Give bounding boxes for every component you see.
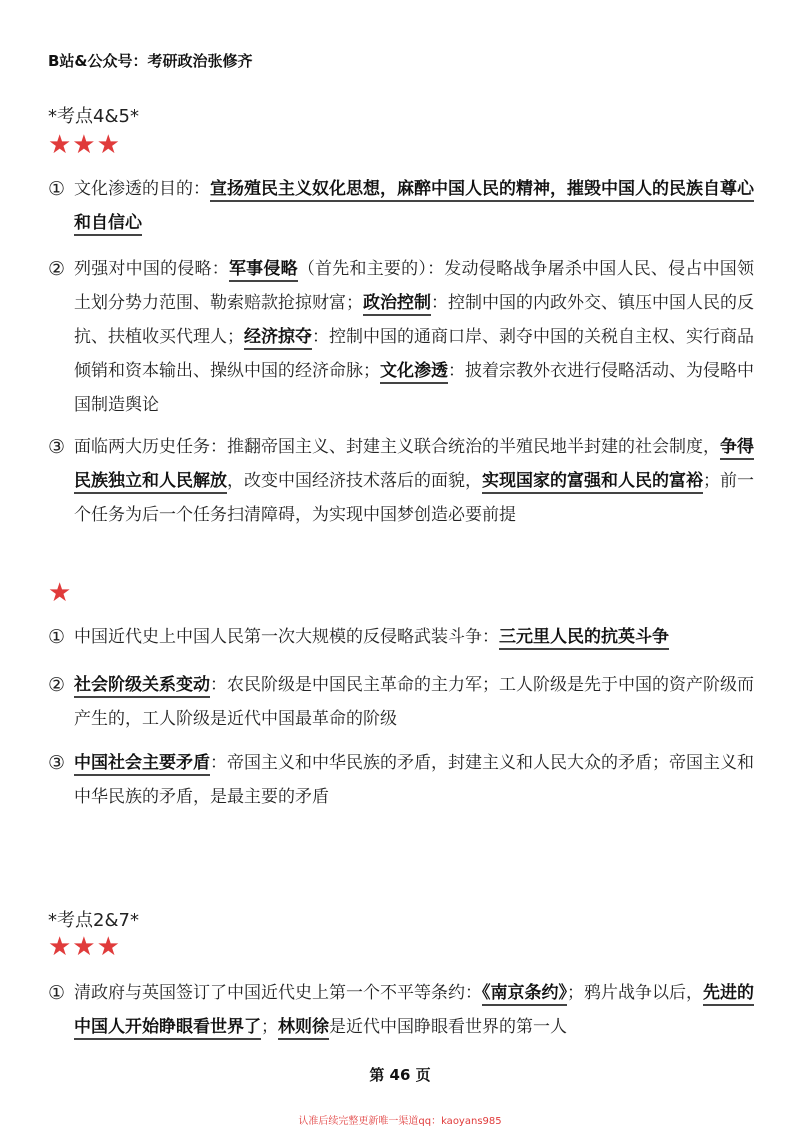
highlight-text: 军事侵略	[229, 259, 298, 282]
item-number: ①	[48, 626, 66, 648]
item-number: ②	[48, 258, 66, 280]
section-title-3: *考点2&7*	[48, 910, 139, 931]
item-text	[74, 620, 754, 654]
highlight-text: 三元里人民的抗英斗争	[499, 627, 669, 650]
item-number: ③	[48, 752, 66, 774]
highlight-text: 中国社会主要矛盾	[74, 753, 210, 776]
star-rating-1: ★★★	[48, 130, 121, 160]
page-number: 第 46 页	[369, 1066, 431, 1084]
item-text	[74, 668, 754, 736]
item-number: ①	[48, 178, 66, 200]
body-text: ：帝国主义和中华民族的矛盾，封建主义和人民大众的矛盾；帝国主义和中华民族的矛盾，是最主要的矛盾	[74, 753, 754, 807]
section-title-1: *考点4&5*	[48, 106, 139, 127]
item-text	[74, 976, 754, 1044]
body-text: 面临两大历史任务：推翻帝国主义、封建主义联合统治的半殖民地半封建的社会制度，	[74, 437, 720, 457]
list-item	[48, 668, 754, 736]
highlight-text: 林则徐	[278, 1017, 329, 1040]
body-text: ：农民阶级是中国民主革命的主力军；工人阶级是先于中国的资产阶级而产生的，工人阶级是近代中国最革命的阶级	[74, 675, 754, 729]
body-text: 列强对中国的侵略：	[74, 259, 229, 279]
body-text: ；	[261, 1017, 278, 1037]
body-text: ：控制中国的通商口岸、剥夺中国的关税自主权、实行商品倾销和资本输出、操纵中国的经济命脉；	[74, 327, 754, 381]
item-text	[74, 746, 754, 814]
item-number: ②	[48, 674, 66, 696]
body-text: ；鸦片战争以后，	[567, 983, 703, 1003]
list-item	[48, 172, 754, 240]
body-text: （首先和主要的）：发动侵略战争屠杀中国人民、侵占中国领土划分势力范围、勒索赔款抢掠财富；	[74, 259, 755, 313]
list-item	[48, 746, 754, 814]
item-text	[74, 430, 754, 532]
list-item	[48, 976, 754, 1044]
item-number: ①	[48, 982, 66, 1004]
body-text: ：披着宗教外衣进行侵略活动、为侵略中国制造舆论	[74, 361, 754, 415]
body-text: ；前一个任务为后一个任务扫清障碍，为实现中国梦创造必要前提	[74, 471, 754, 525]
body-text: 清政府与英国签订了中国近代史上第一个不平等条约：	[74, 983, 482, 1003]
highlight-text: 宣扬殖民主义奴化思想，麻醉中国人民的精神，摧毁中国人的民族自尊心和自信心	[74, 179, 754, 236]
star-rating-2: ★	[48, 578, 73, 608]
watermark-text: 认准后续完整更新唯一渠道qq：kaoyans985	[298, 1116, 502, 1127]
star-rating-3: ★★★	[48, 932, 121, 962]
body-text: ：控制中国的内政外交、镇压中国人民的反抗、扶植收买代理人；	[74, 293, 754, 347]
highlight-text: 政治控制	[363, 293, 431, 316]
item-text	[74, 252, 754, 422]
item-number: ③	[48, 436, 66, 458]
body-text: 是近代中国睁眼看世界的第一人	[329, 1017, 567, 1037]
highlight-text: 文化渗透	[380, 361, 448, 384]
list-item	[48, 620, 754, 654]
list-item	[48, 430, 754, 532]
highlight-text: 经济掠夺	[244, 327, 312, 350]
list-item	[48, 252, 754, 422]
highlight-text: 争得民族独立和人民解放	[74, 437, 754, 494]
highlight-text: 《南京条约》	[482, 983, 567, 1006]
body-text: 中国近代史上中国人民第一次大规模的反侵略武装斗争：	[74, 627, 499, 647]
body-text: ，改变中国经济技术落后的面貌，	[227, 471, 482, 491]
highlight-text: 实现国家的富强和人民的富裕	[482, 471, 703, 494]
header-text: B站&公众号：考研政治张修齐	[48, 52, 253, 70]
item-text	[74, 172, 754, 240]
highlight-text: 社会阶级关系变动	[74, 675, 210, 698]
highlight-text: 先进的中国人开始睁眼看世界了	[74, 983, 754, 1040]
body-text: 文化渗透的目的：	[74, 179, 210, 199]
